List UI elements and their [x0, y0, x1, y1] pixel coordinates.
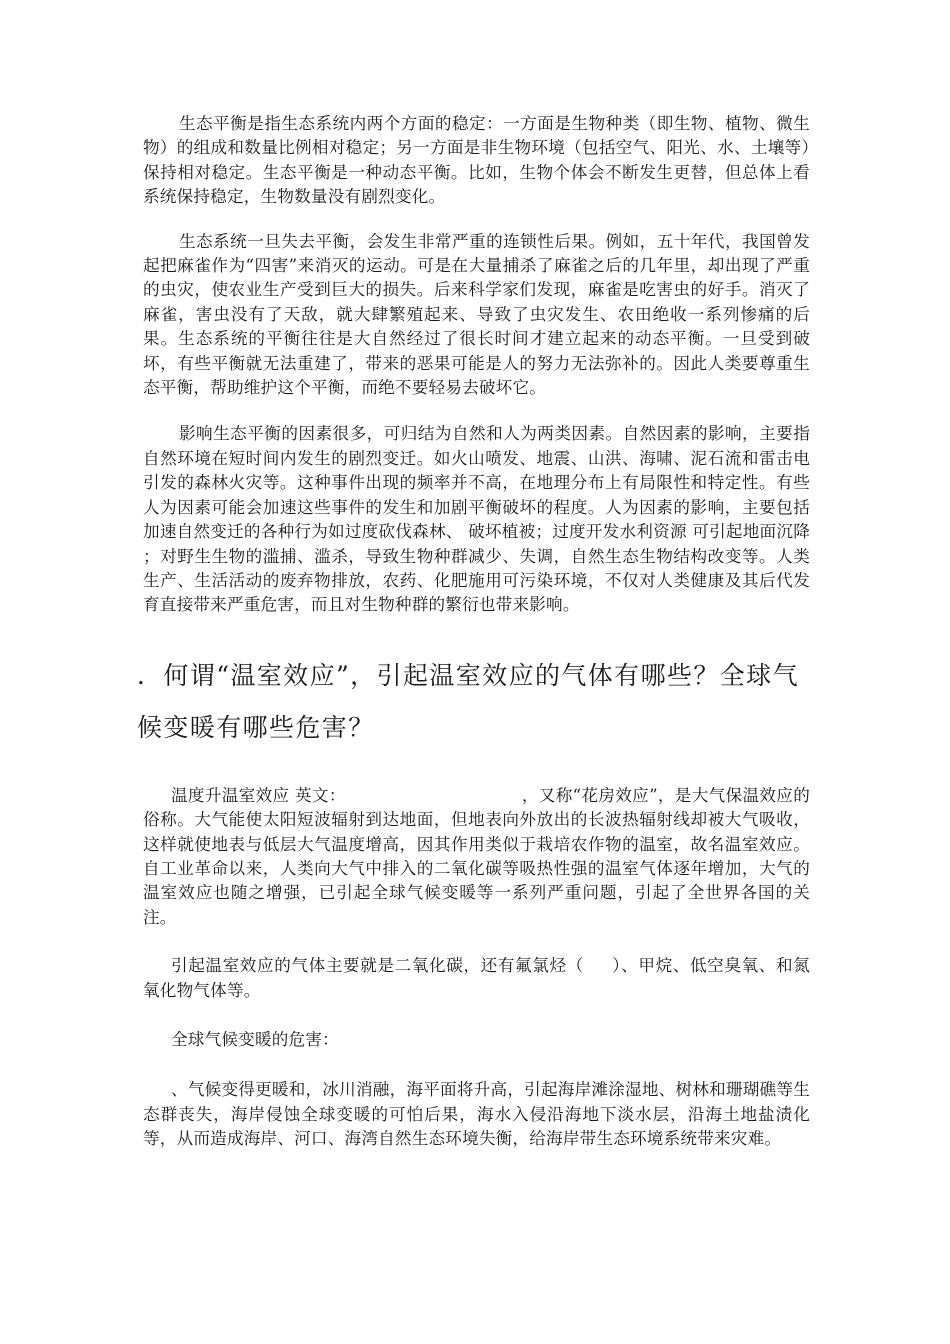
paragraph-greenhouse-gases — [143, 954, 810, 1003]
paragraph-warming-hazard-item: 、气候变得更暖和，冰川消融，海平面将升高，引起海岸滩涂湿地、树林和珊瑚礁等生态群丧失，海岸侵蚀全球变暖的可怕后果，海水入侵沿海地下淡水层，沿海土地盐渍化等，从而造成海岸、河口、海湾自然生态环境失衡，给海岸带生态环境系统带来灾难。 — [143, 1080, 810, 1149]
greenhouse-gases-text: 引起温室效应的气体主要就是二氧化碳，还有氟氯烃（ — [171, 956, 584, 976]
document-body — [137, 112, 810, 1152]
paragraph-greenhouse-definition — [143, 784, 810, 930]
paragraph-influencing-factors: 影响生态平衡的因素很多，可归结为自然和人为两类因素。自然因素的影响，主要指自然环境在短时间内发生的剧烈变迁。如火山喷发、地震、山洪、海啸、泥石流和雷击电引发的森林火灾等。这种事件出现的频率并不高，在地理分布上有局限性和特定性。有些人为因素可能会加速这些事件的发生和加剧平衡破坏的程度。人为因素的影响，主要包括加速自然变迁的各种行为如过度砍伐森林、 破坏植被；过度开发水利资源 可引起地面沉降 ；对野生生物的滥捕、滥杀，导致生物种群减少、失调，自然生态生物结构改变等。人类生产、生活活动的废弃物排放，农药、化肥施用可污染环境，不仅对人类健康及其后代发育直接带来严重危害，而且对生物种群的繁衍也带来影响。 — [143, 424, 810, 615]
section-heading-greenhouse-effect: ．何谓“温室效应”，引起温室效应的气体有哪些？全球气候变暖有哪些危害？ — [137, 660, 799, 742]
greenhouse-intro-text: 温度升温室效应 英文： — [171, 785, 346, 805]
greenhouse-description-text: ，又称“花房效应”，是大气保温效应的俗称。大气能使太阳短波辐射到达地面，但地表向外放出的长波热辐射线却被大气吸收，这样就使地表与低层大气温度增高，因其作用类似于栽培农作物的温室，故名温室效应。自工业革命以来，人类向大气中排入的二氧化碳等吸热性强的温室气体逐年增加，大气的温室效应也随之增强，已引起全球气候变暖等一系列严重问题，引起了全世界各国的关注。 — [143, 785, 810, 927]
greenhouse-gases-text-continued: ）、甲烷、低空臭氧、和氮氧化物气体等。 — [143, 956, 810, 1000]
paragraph-warming-hazards-title: 全球气候变暖的危害： — [171, 1029, 339, 1049]
paragraph-ecological-balance-definition: 生态平衡是指生态系统内两个方面的稳定：一方面是生物种类（即生物、植物、微生物）的组成和数量比例相对稳定；另一方面是非生物环境（包括空气、阳光、水、土壤等）保持相对稳定。生态平衡是一种动态平衡。比如，生物个体会不断发生更替，但总体上看系统保持稳定，生物数量没有剧烈变化。 — [143, 114, 810, 207]
paragraph-sparrow-example: 生态系统一旦失去平衡，会发生非常严重的连锁性后果。例如，五十年代，我国曾发起把麻雀作为“四害”来消灭的运动。可是在大量捕杀了麻雀之后的几年里，却出现了严重的虫灾，使农业生产受到巨大的损失。后来科学家们发现，麻雀是吃害虫的好手。消灭了麻雀，害虫没有了天敌，就大肆繁殖起来、导致了虫灾发生、农田绝收一系列惨痛的后果。生态系统的平衡往往是大自然经过了很长时间才建立起来的动态平衡。一旦受到破坏，有些平衡就无法重建了，带来的恶果可能是人的努力无法弥补的。因此人类要尊重生态平衡，帮助维护这个平衡，而绝不要轻易去破坏它。 — [143, 231, 810, 398]
